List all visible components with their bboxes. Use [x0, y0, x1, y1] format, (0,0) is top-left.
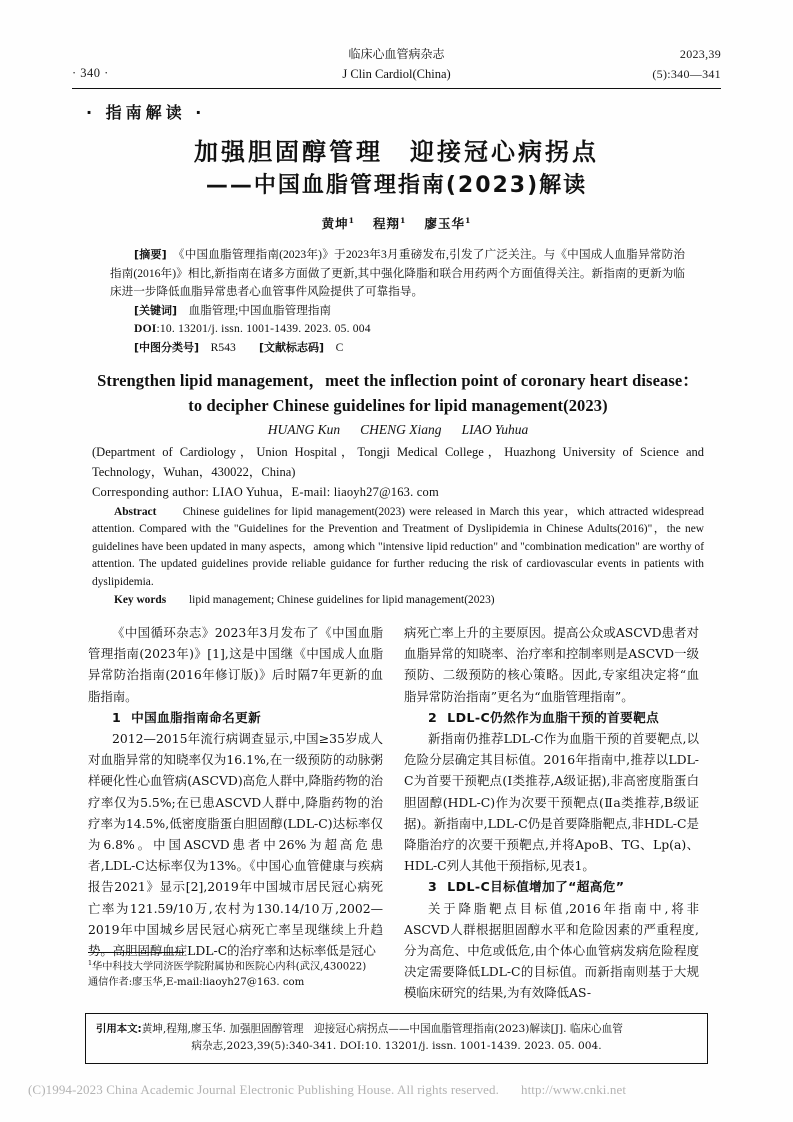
clc-label: [中图分类号]: [134, 340, 200, 354]
corresponding-author-en: Corresponding author: LIAO Yuhua，E-mail: liaoyh27@163. com: [92, 485, 439, 499]
keywords-cn: [110, 302, 685, 321]
article-title-cn-line2: ——中国血脂管理指南(2023)解读: [205, 173, 588, 198]
footnote-affiliation-text: 华中科技大学同济医学院附属协和医院心内科(武汉,430022): [92, 961, 367, 973]
journal-issue-pages: (5):340—341: [652, 67, 721, 81]
cnki-url: http://www.cnki.net: [521, 1082, 627, 1097]
citation-box: [85, 1013, 708, 1064]
abstract-cn-text: 《中国血脂管理指南(2023年)》于2023年3月重磅发布,引发了广泛关注。与《中国成人血脂异常防治指南(2016年)》相比,新指南在诸多方面做了更新,其中强化降脂和联合用药两个方面值得关注。新指南的更新为临床进一步降低血脂异常患者心血管事件风险提供了可靠指导。: [110, 248, 685, 299]
chinese-metadata-block: [110, 246, 685, 358]
author-en: CHENG Xiang: [360, 422, 442, 437]
header-rule: [72, 88, 721, 89]
author-affiliation-marker: 1: [348, 215, 356, 225]
author-affiliation-marker: 1: [400, 215, 407, 225]
abstract-en-text: Chinese guidelines for lipid management(2023) were released in March this year，which attracted widespread attention. Compared with the "Guidelines for the Prevention and Treatment of Dyslipidemia in Chinese Adults(2016)"，the new guidelines have been updated in many aspects，among which "intensive lipid reduction" and "combination medication" are worthy of attention. The updated guidelines provide reliable guidance for further reducing the risk of cardiovascular events in patients with dyslipidemia.: [92, 506, 705, 588]
clc-line: [110, 339, 685, 358]
author-cn: [373, 216, 406, 231]
section-title: LDL-C仍然作为血脂干预的首要靶点: [447, 709, 660, 725]
doctype-value: C: [335, 340, 344, 354]
section-title: 中国血脂指南命名更新: [131, 709, 262, 725]
journal-title-en: J Clin Cardiol(China): [342, 67, 451, 81]
abstract-en: [92, 504, 704, 591]
abstract-cn: [110, 246, 685, 302]
article-title-en: Strengthen lipid management，meet the inflection point of coronary heart disease：to decipher Chinese guidelines for lipid management(2023): [97, 371, 699, 415]
paragraph-section-1: 2012—2015年流行病调查显示,中国≥35岁成人对血脂异常的知晓率仅为16.1%,在一级预防的动脉粥样硬化性心血管病(ASCVD)高危人群中,降脂药物的治疗率仅为5.5%;在已患ASCVD人群中,降脂药物的治疗率为14.5%,低密度脂蛋白胆固醇(LDL-C)达标率仅为6.8%。中国ASCVD患者中26%为超高危患者,LDL-C达标率仅为13%。《中国心血管健康与疾病报告2021》显示[2],2019年中国城市居民冠心病死亡率为121.59/10万,农村为130.14/10万,2002—2019年中国城乡居民冠心病死亡率呈现继续上升趋势。高胆固醇血症LDL-C的治疗率和达标率低是冠心: [88, 731, 383, 959]
doctype-label: [文献标志码]: [259, 340, 325, 354]
author-name: 廖玉华: [424, 216, 465, 231]
keywords-cn-text: 血脂管理;中国血脂管理指南: [188, 303, 332, 317]
running-head: [72, 44, 721, 88]
page-folio-left: · 340 ·: [72, 66, 109, 80]
doi-value: :10. 13201/j. issn. 1001-1439. 2023. 05. 004: [156, 322, 371, 336]
paragraph-section-3: 关于降脂靶点目标值,2016年指南中,将非ASCVD人群根据胆固醇水平和危险因素的严重程度,分为高危、中危或低危,由个体心血管病发病危险程度决定需要降低LDL-C的目标值。而新指南则基于大规模临床研究的结果,为有效降低AS-: [404, 900, 699, 1001]
section-heading-1: [88, 707, 383, 728]
section-number: 2: [428, 709, 438, 725]
citation-line-2: 病杂志,2023,39(5):340-341. DOI:10. 13201/j. issn. 1001-1439. 2023. 05. 004.: [191, 1040, 602, 1052]
section-number: 3: [428, 879, 438, 895]
author-list-cn: [72, 214, 721, 232]
clc-value: R543: [210, 340, 236, 354]
author-en: LIAO Yuhua: [461, 422, 529, 437]
author-cn: [322, 216, 355, 231]
article-title-cn-line1: 加强胆固醇管理 迎接冠心病拐点: [194, 138, 599, 166]
doi-line: [110, 320, 685, 339]
section-heading-2: [404, 707, 699, 728]
author-affiliation-marker: 1: [464, 215, 472, 225]
author-list-en: [92, 419, 704, 441]
journal-volume-block: [652, 44, 721, 84]
doi-label: DOI: [134, 322, 157, 336]
keywords-en-text: lipid management; Chinese guidelines for lipid management(2023): [189, 594, 495, 607]
journal-title-cn: 临床心血管病杂志: [348, 47, 445, 61]
section-label: · 指南解读 ·: [86, 103, 206, 122]
affiliation-en: (Department of Cardiology，Union Hospital，Tongji Medical College，Huazhong University of Science and Technology，Wuhan，430022，China): [92, 445, 704, 479]
english-metadata-block: [92, 368, 704, 609]
paragraph-continued: 病死亡率上升的主要原因。提高公众或ASCVD患者对血脂异常的知晓率、治疗率和控制率则是ASCVD一级预防、二级预防的核心策略。因此,专家组决定将“血脂异常防治指南”更名为“血脂管理指南”。: [404, 625, 699, 704]
author-cn: [424, 216, 471, 231]
body-column-left: [88, 622, 383, 961]
footnote-rule: [88, 952, 184, 953]
footnote-marker: 1: [88, 960, 93, 967]
author-en: HUANG Kun: [267, 422, 341, 437]
abstract-en-label: Abstract: [114, 506, 157, 518]
copyright-text: (C)1994-2023 China Academic Journal Electronic Publishing House. All rights reserved.: [28, 1082, 499, 1097]
paragraph-intro: 《中国循环杂志》2023年3月发布了《中国血脂管理指南(2023年)》[1],这是中国继《中国成人血脂异常防治指南(2016年修订版)》后时隔7年更新的血脂指南。: [88, 625, 383, 704]
keywords-cn-label: [关键词]: [134, 303, 178, 317]
footnote-affiliation: [88, 956, 383, 975]
title-block: [72, 136, 721, 232]
journal-title-block: [72, 44, 721, 84]
keywords-en: [92, 592, 704, 609]
footnote-corresponding: 通信作者:廖玉华,E-mail:liaoyh27@163. com: [88, 977, 305, 989]
section-number: 1: [112, 709, 122, 725]
keywords-en-label: Key words: [114, 594, 167, 607]
journal-volume: 2023,39: [679, 47, 721, 61]
abstract-cn-label: [摘要]: [134, 248, 167, 261]
citation-line-1: [96, 1021, 697, 1038]
citation-text-1: 黄坤,程翔,廖玉华. 加强胆固醇管理 迎接冠心病拐点——中国血脂管理指南(2023)解读[J]. 临床心血管: [141, 1023, 623, 1035]
body-column-right: [404, 622, 699, 1004]
paragraph-section-2: 新指南仍推荐LDL-C作为血脂干预的首要靶点,以危险分层确定其目标值。2016年指南中,推荐以LDL-C为首要干预靶点(Ⅰ类推荐,A级证据),非高密度脂蛋白胆固醇(HDL-C)作为次要干预靶点(Ⅱa类推荐,B级证据)。新指南中,LDL-C仍是首要降脂靶点,非HDL-C是降脂治疗的次要干预靶点,并将ApoB、TG、Lp(a)、HDL-C列人其他干预指标,见表1。: [404, 731, 699, 874]
section-heading-3: [404, 876, 699, 897]
section-title: LDL-C目标值增加了“超高危”: [447, 879, 625, 895]
cnki-footer: [28, 1082, 768, 1098]
footnote-block: [88, 952, 383, 991]
author-name: 程翔: [373, 216, 401, 231]
author-name: 黄坤: [321, 216, 349, 231]
citation-label: 引用本文:: [96, 1023, 142, 1035]
